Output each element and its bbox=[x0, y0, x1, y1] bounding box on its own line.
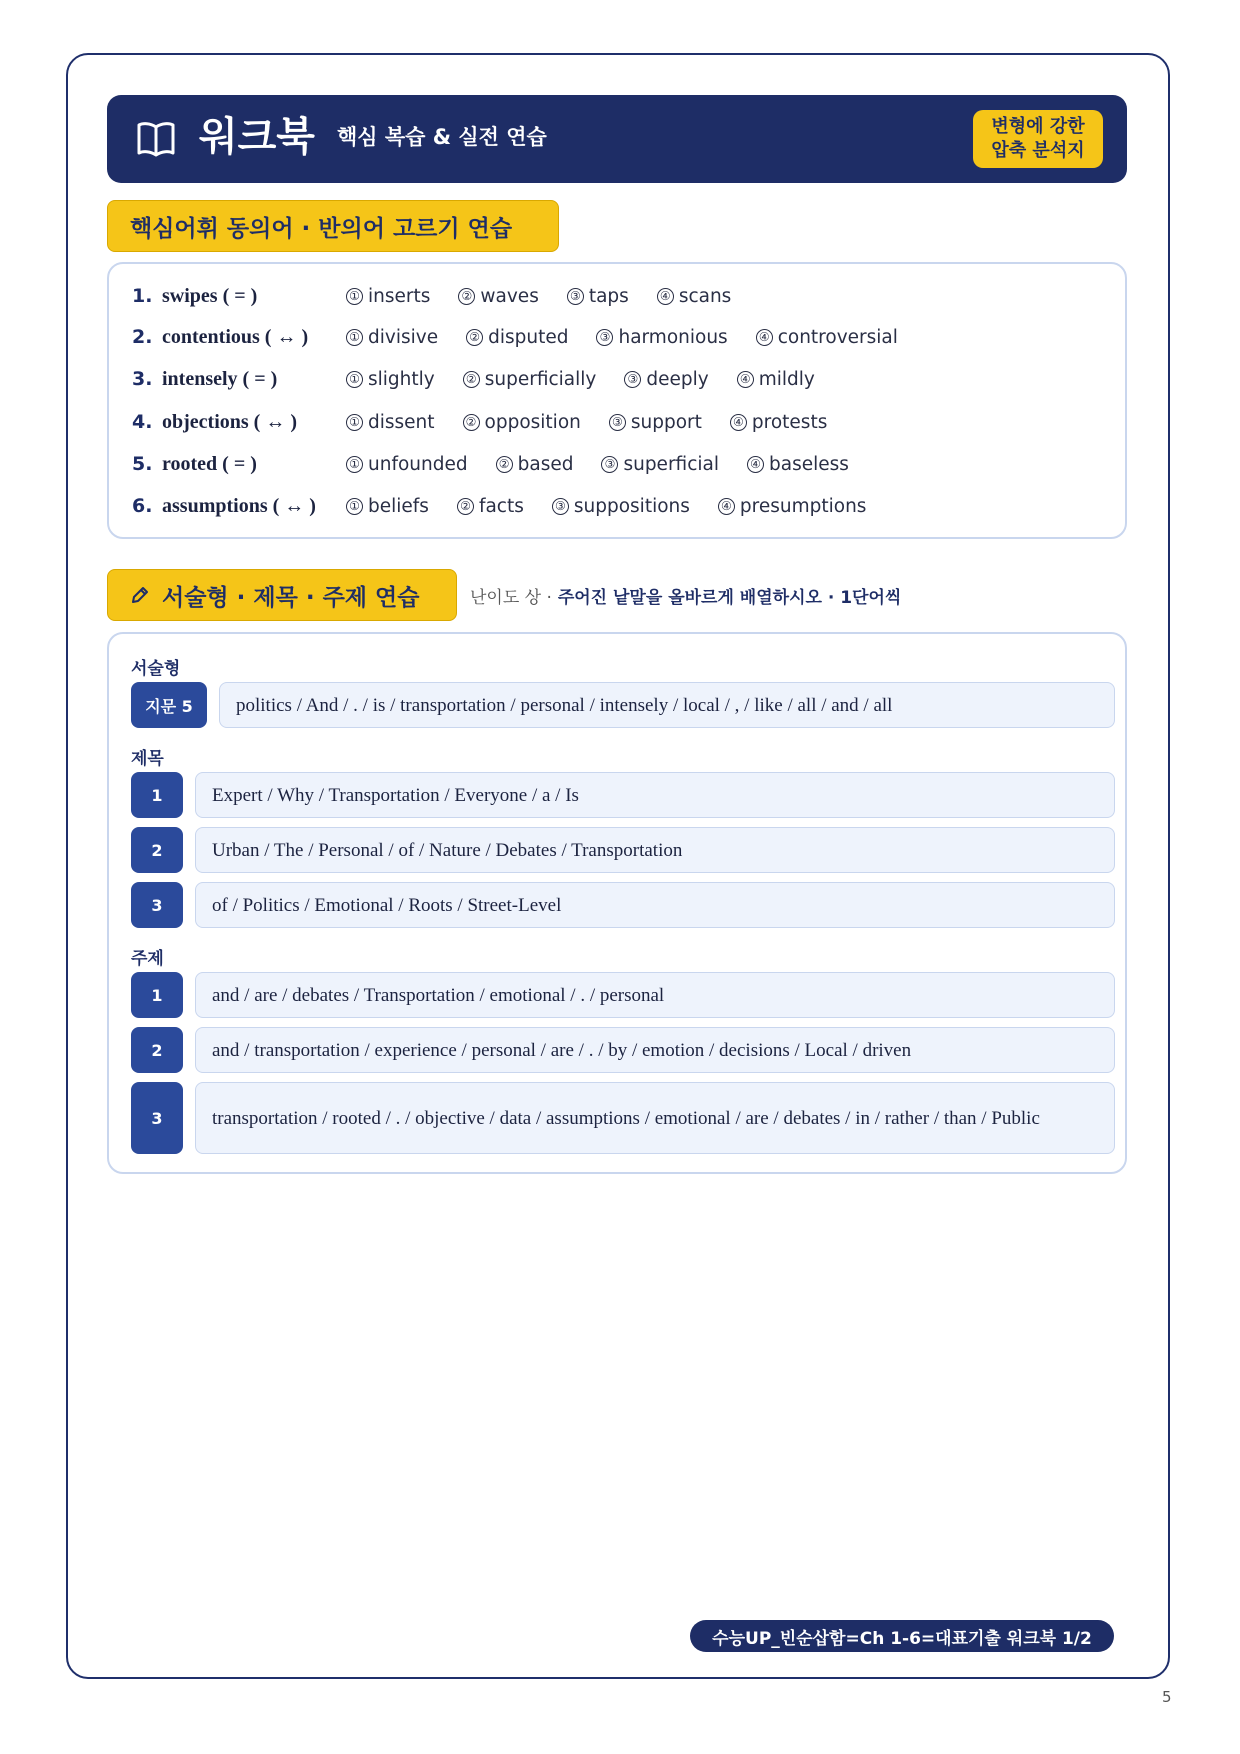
vocab-option bbox=[756, 327, 898, 348]
topic-label: 주제 bbox=[131, 949, 164, 969]
option-number: ① bbox=[346, 498, 363, 515]
instruction-text: 주어진 낱말을 올바르게 배열하시오 · 1단어씩 bbox=[557, 588, 902, 608]
vocab-item-word: rooted ( = ) bbox=[162, 452, 257, 475]
title-word-box: of / Politics / Emotional / Roots / Street-Level bbox=[195, 882, 1115, 928]
vocab-item bbox=[132, 491, 894, 521]
option-number: ③ bbox=[609, 414, 626, 431]
option-number: ③ bbox=[596, 329, 613, 346]
option-text: disputed bbox=[488, 326, 569, 348]
vocab-option bbox=[346, 327, 438, 348]
option-text: taps bbox=[588, 285, 629, 307]
vocab-item-word: swipes ( = ) bbox=[162, 284, 258, 307]
option-number: ② bbox=[463, 371, 480, 388]
vocab-option bbox=[601, 454, 719, 475]
topic-number-tag: 2 bbox=[131, 1027, 183, 1073]
vocab-item-word: intensely ( = ) bbox=[162, 367, 278, 390]
option-text: dissent bbox=[368, 411, 435, 433]
seosul-word-box: politics / And / . / is / transportation / personal / intensely / local / , / like / all / and / all bbox=[219, 682, 1115, 728]
title-word-box: Expert / Why / Transportation / Everyone / a / Is bbox=[195, 772, 1115, 818]
option-text: slightly bbox=[368, 368, 435, 390]
title-number-tag: 1 bbox=[131, 772, 183, 818]
vocab-item bbox=[132, 449, 877, 479]
option-number: ③ bbox=[624, 371, 641, 388]
option-text: protests bbox=[751, 411, 828, 433]
vocab-option bbox=[747, 454, 849, 475]
vocab-option bbox=[609, 412, 702, 433]
difficulty-level: 난이도 상 · bbox=[470, 588, 552, 608]
option-text: harmonious bbox=[618, 326, 728, 348]
workbook-title: 워크북 bbox=[199, 114, 315, 160]
header-badge bbox=[973, 110, 1103, 168]
option-number: ④ bbox=[657, 288, 674, 305]
vocab-item-number: 3. bbox=[132, 368, 153, 390]
vocab-option bbox=[346, 496, 429, 517]
title-word-box: Urban / The / Personal / of / Nature / Debates / Transportation bbox=[195, 827, 1115, 873]
title-number-tag: 2 bbox=[131, 827, 183, 873]
option-number: ② bbox=[457, 498, 474, 515]
vocab-option bbox=[552, 496, 690, 517]
vocab-item-number: 6. bbox=[132, 495, 153, 517]
option-text: beliefs bbox=[368, 495, 429, 517]
topic-number-tag: 1 bbox=[131, 972, 183, 1018]
pencil-icon bbox=[130, 585, 150, 605]
option-text: waves bbox=[480, 285, 539, 307]
option-number: ② bbox=[496, 456, 513, 473]
vocab-card bbox=[107, 262, 1127, 539]
badge-line-2: 압축 분석지 bbox=[991, 140, 1085, 161]
seosul-label: 서술형 bbox=[131, 659, 181, 679]
vocab-item-word: assumptions ( ↔ ) bbox=[162, 494, 316, 517]
option-number: ② bbox=[463, 414, 480, 431]
badge-line-1: 변형에 강한 bbox=[991, 116, 1085, 137]
option-text: superficial bbox=[623, 453, 719, 475]
writing-instruction bbox=[470, 583, 901, 608]
header-banner bbox=[107, 95, 1127, 183]
title-label: 제목 bbox=[131, 749, 164, 769]
vocab-item bbox=[132, 407, 855, 437]
passage-tag: 지문 5 bbox=[131, 682, 207, 728]
option-text: support bbox=[630, 411, 702, 433]
vocab-option bbox=[346, 412, 435, 433]
vocab-option bbox=[624, 369, 708, 390]
option-text: baseless bbox=[769, 453, 849, 475]
vocab-option bbox=[346, 454, 468, 475]
vocab-item-number: 5. bbox=[132, 453, 153, 475]
topic-word-box: and / are / debates / Transportation / emotional / . / personal bbox=[195, 972, 1115, 1018]
topic-number-tag: 3 bbox=[131, 1082, 183, 1154]
vocab-item-number: 1. bbox=[132, 285, 153, 307]
writing-card bbox=[107, 632, 1127, 1174]
option-number: ① bbox=[346, 414, 363, 431]
workbook-subtitle: 핵심 복습 & 실전 연습 bbox=[337, 125, 547, 149]
option-text: mildly bbox=[758, 368, 815, 390]
vocab-option bbox=[466, 327, 568, 348]
title-number-tag: 3 bbox=[131, 882, 183, 928]
option-text: divisive bbox=[368, 326, 439, 348]
option-text: opposition bbox=[484, 411, 581, 433]
footer-label: 수능UP_빈순삽함=Ch 1-6=대표기출 워크북 1/2 bbox=[690, 1620, 1114, 1652]
page-number: 5 bbox=[1162, 1688, 1172, 1706]
option-text: superficially bbox=[484, 368, 597, 390]
option-number: ④ bbox=[718, 498, 735, 515]
vocab-option bbox=[458, 286, 538, 307]
writing-section-title: 서술형 · 제목 · 주제 연습 bbox=[162, 584, 420, 611]
book-icon bbox=[137, 121, 175, 157]
vocab-item bbox=[132, 364, 843, 394]
option-text: controversial bbox=[777, 326, 898, 348]
vocab-item-word: contentious ( ↔ ) bbox=[162, 325, 309, 348]
option-number: ① bbox=[346, 288, 363, 305]
option-text: deeply bbox=[646, 368, 709, 390]
vocab-option bbox=[463, 412, 581, 433]
option-text: suppositions bbox=[573, 495, 690, 517]
option-text: presumptions bbox=[739, 495, 867, 517]
vocab-item-number: 4. bbox=[132, 411, 153, 433]
option-number: ④ bbox=[737, 371, 754, 388]
vocab-item-word: objections ( ↔ ) bbox=[162, 410, 297, 433]
vocab-option bbox=[346, 369, 435, 390]
vocab-option bbox=[346, 286, 430, 307]
option-number: ③ bbox=[552, 498, 569, 515]
vocab-option bbox=[596, 327, 727, 348]
topic-word-box: transportation / rooted / . / objective / data / assumptions / emotional / are / debates / in / rather / than / Public bbox=[195, 1082, 1115, 1154]
option-number: ② bbox=[458, 288, 475, 305]
vocab-option bbox=[567, 286, 629, 307]
vocab-section-heading: 핵심어휘 동의어 · 반의어 고르기 연습 bbox=[107, 200, 559, 252]
option-text: unfounded bbox=[368, 453, 468, 475]
option-number: ② bbox=[466, 329, 483, 346]
option-number: ④ bbox=[730, 414, 747, 431]
vocab-option bbox=[737, 369, 815, 390]
option-text: inserts bbox=[368, 285, 431, 307]
vocab-option bbox=[657, 286, 732, 307]
vocab-option bbox=[457, 496, 524, 517]
option-text: scans bbox=[678, 285, 732, 307]
vocab-option bbox=[718, 496, 867, 517]
option-number: ④ bbox=[756, 329, 773, 346]
vocab-option bbox=[496, 454, 574, 475]
option-number: ① bbox=[346, 371, 363, 388]
option-number: ① bbox=[346, 456, 363, 473]
option-number: ④ bbox=[747, 456, 764, 473]
vocab-option bbox=[463, 369, 597, 390]
topic-word-box: and / transportation / experience / personal / are / . / by / emotion / decisions / Local / driven bbox=[195, 1027, 1115, 1073]
option-number: ① bbox=[346, 329, 363, 346]
vocab-item-number: 2. bbox=[132, 326, 153, 348]
vocab-item bbox=[132, 281, 759, 311]
vocab-option bbox=[730, 412, 827, 433]
vocab-item bbox=[132, 322, 926, 352]
option-text: facts bbox=[478, 495, 524, 517]
option-number: ③ bbox=[601, 456, 618, 473]
option-text: based bbox=[517, 453, 574, 475]
option-number: ③ bbox=[567, 288, 584, 305]
writing-section-heading bbox=[107, 569, 457, 621]
